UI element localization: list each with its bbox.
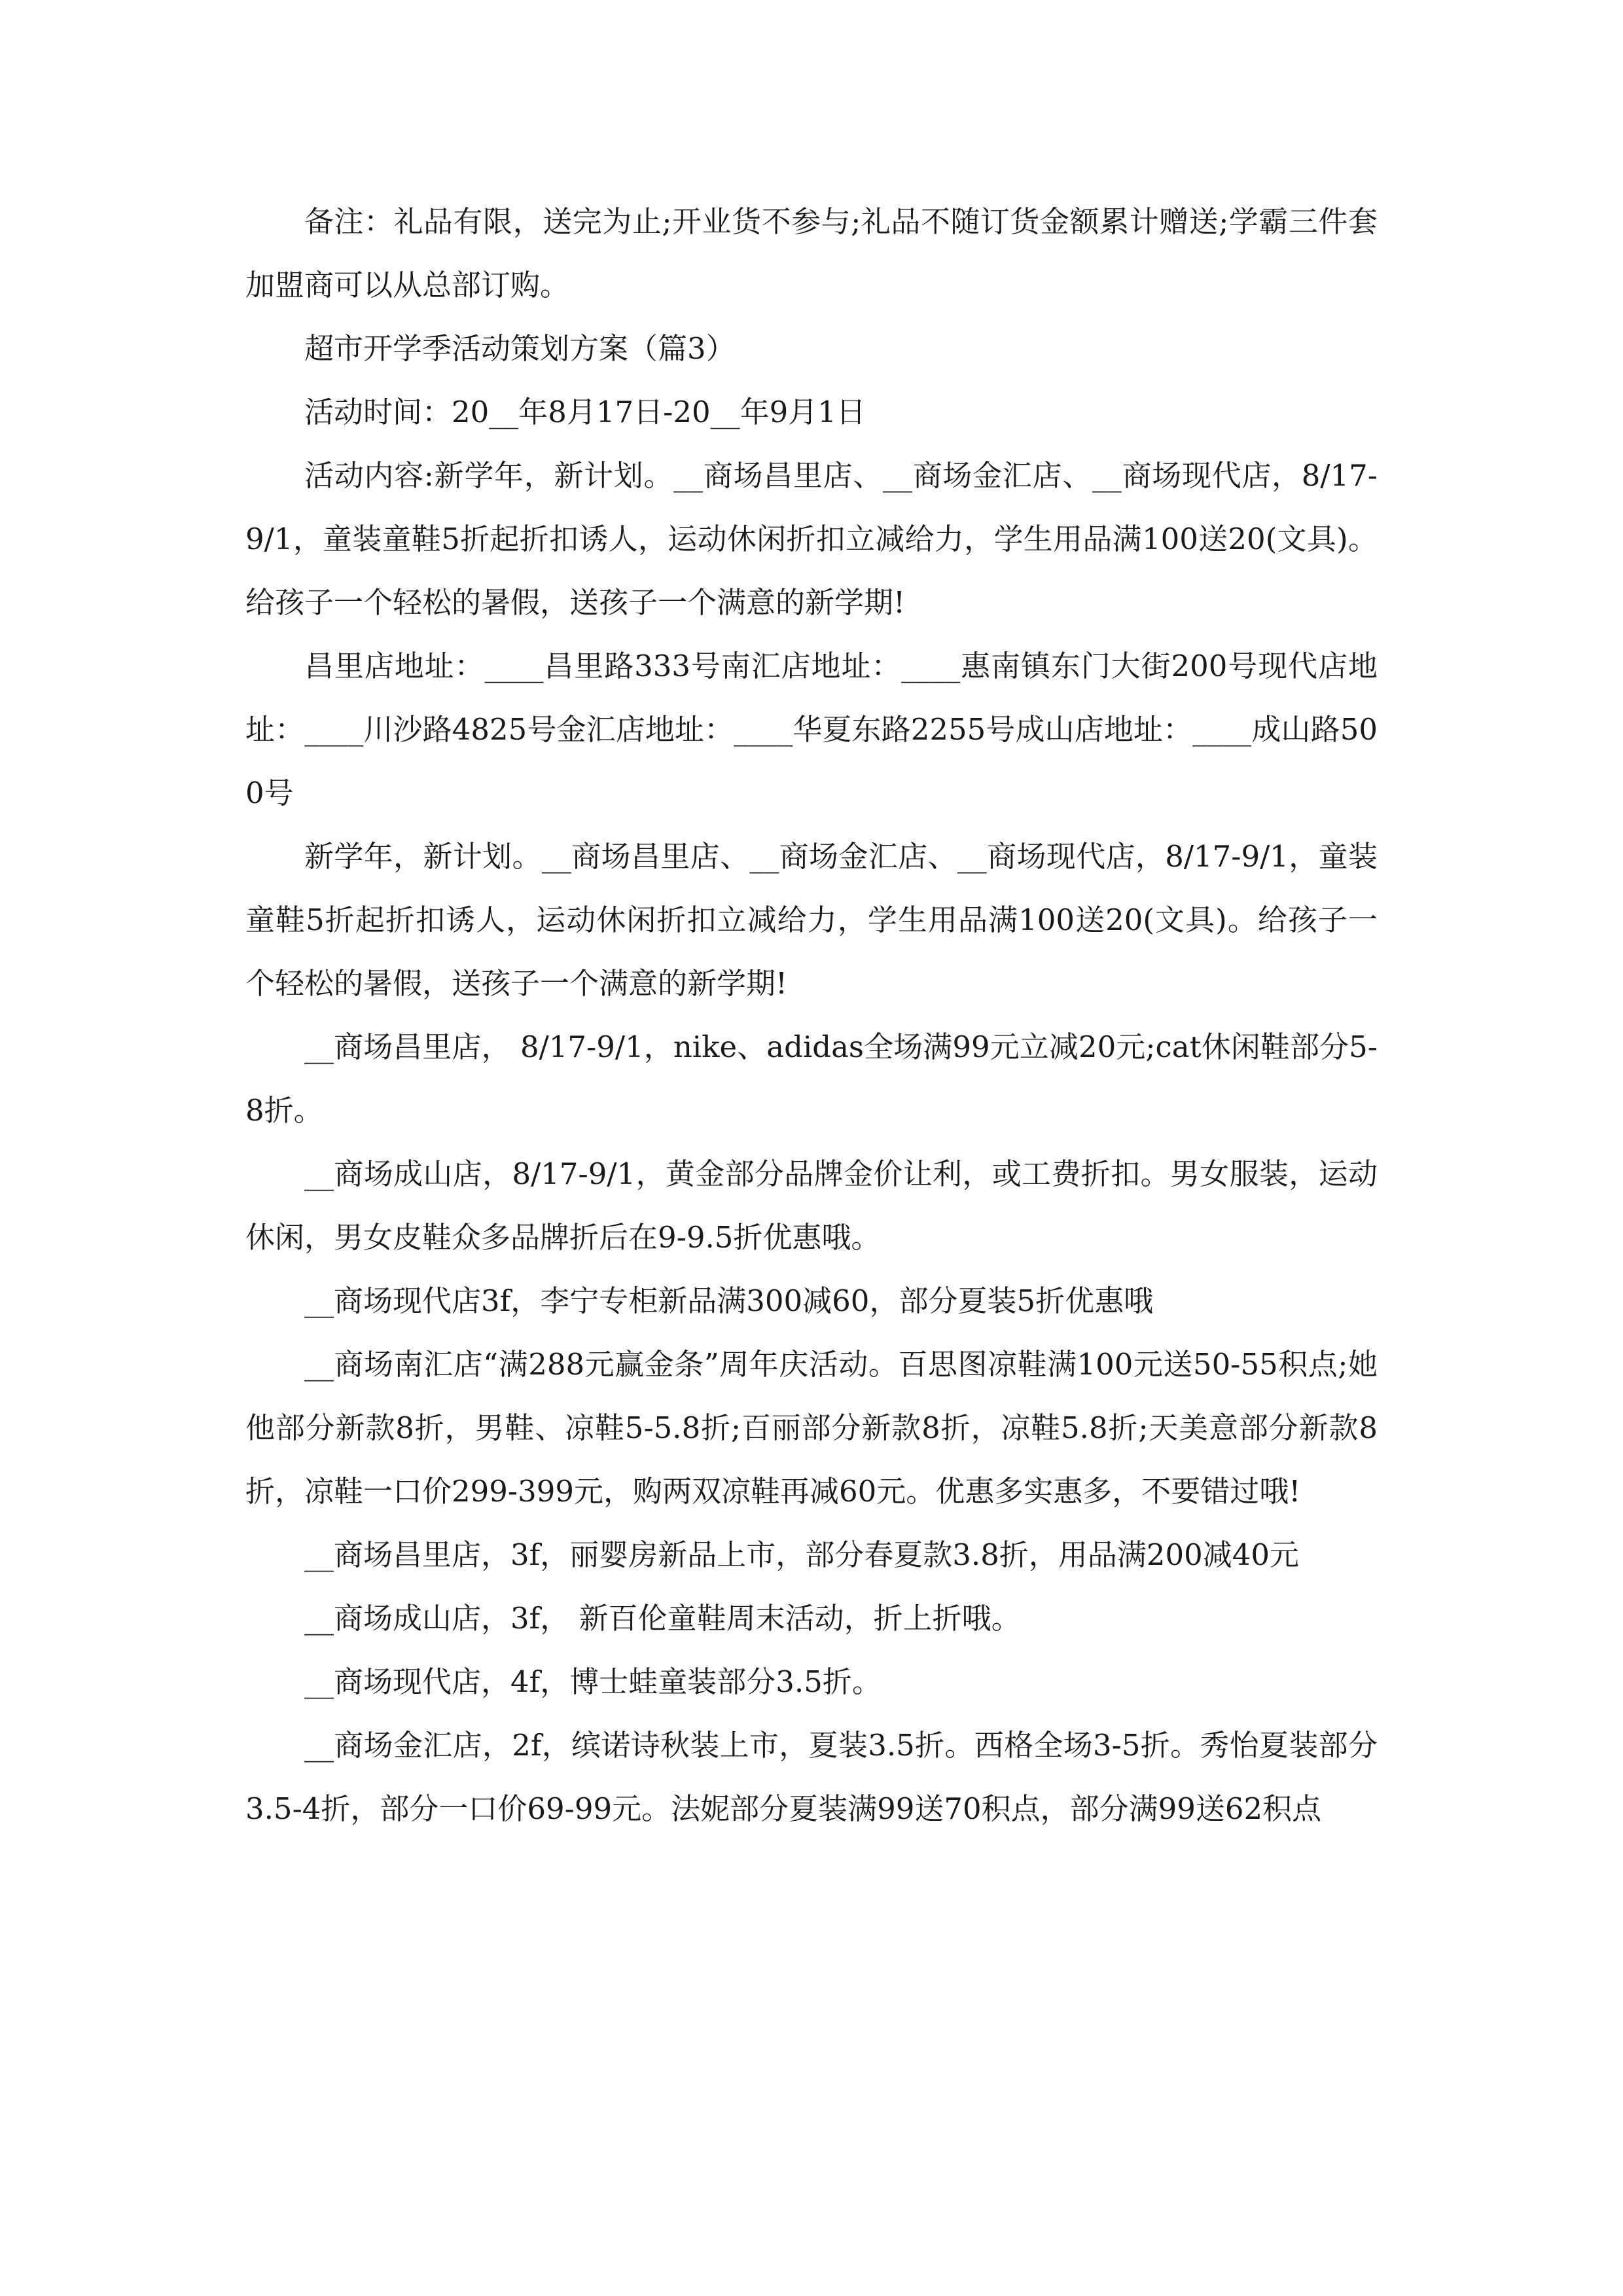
promo-changli-kids: __商场昌里店，3f，丽婴房新品上市，部分春夏款3.8折，用品满200减40元 (304, 1537, 1300, 1572)
promo-summary: 新学年，新计划。__商场昌里店、__商场金汇店、__商场现代店，8/17-9/1，童装童鞋5折起折扣诱人，运动休闲折扣立减给力，学生用品满100送20(文具)。给孩子一个轻松的暑假，送孩子一个满意的新学期! (245, 839, 1378, 1001)
promo-changli-sports: __商场昌里店， 8/17-9/1，nike、adidas全场满99元立减20元;cat休闲鞋部分5-8折。 (245, 1030, 1378, 1128)
note-paragraph: 备注：礼品有限，送完为止;开业货不参与;礼品不随订货金额累计赠送;学霸三件套加盟商可以从总部订购。 (245, 204, 1378, 302)
promo-chengshan-gold: __商场成山店，8/17-9/1，黄金部分品牌金价让利，或工费折扣。男女服装，运动休闲，男女皮鞋众多品牌折后在9-9.5折优惠哦。 (245, 1157, 1378, 1255)
promo-nanhui-anniversary: __商场南汇店“满288元赢金条”周年庆活动。百思图凉鞋满100元送50-55积点;她他部分新款8折，男鞋、凉鞋5-5.8折;百丽部分新款8折，凉鞋5.8折;天美意部分新款8折，凉鞋一口价299-399元，购两双凉鞋再减60元。优惠多实惠多，不要错过哦! (245, 1347, 1378, 1509)
activity-time: 活动时间：20__年8月17日-20__年9月1日 (304, 395, 866, 429)
promo-xiandai-kids: __商场现代店，4f，博士蛙童装部分3.5折。 (304, 1664, 882, 1699)
activity-content: 活动内容:新学年，新计划。__商场昌里店、__商场金汇店、__商场现代店，8/17-9/1，童装童鞋5折起折扣诱人，运动休闲折扣立减给力，学生用品满100送20(文具)。给孩子一个轻松的暑假，送孩子一个满意的新学期! (245, 458, 1378, 620)
section-title: 超市开学季活动策划方案（篇3） (304, 331, 736, 366)
promo-jinhui-apparel: __商场金汇店，2f，缤诺诗秋装上市，夏装3.5折。西格全场3-5折。秀怡夏装部分3.5-4折，部分一口价69-99元。法妮部分夏装满99送70积点，部分满99送62积点 (245, 1728, 1378, 1826)
store-addresses: 昌里店地址：____昌里路333号南汇店地址：____惠南镇东门大街200号现代店地址：____川沙路4825号金汇店地址：____华夏东路2255号成山店地址：____成山路500号 (245, 649, 1378, 810)
promo-xiandai-lining: __商场现代店3f，李宁专柜新品满300减60，部分夏装5折优惠哦 (304, 1283, 1154, 1318)
promo-chengshan-newbalance: __商场成山店，3f， 新百伦童鞋周末活动，折上折哦。 (304, 1601, 1021, 1636)
document-page (245, 190, 1378, 1840)
